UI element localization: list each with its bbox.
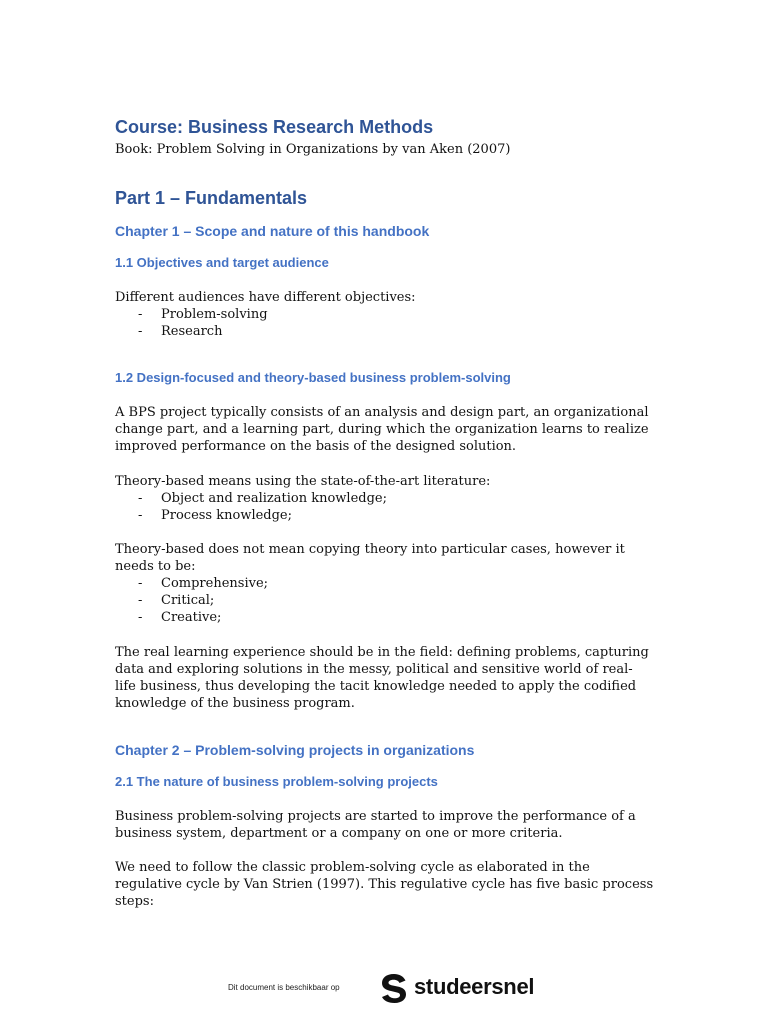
list-item-text: Research [161, 324, 223, 339]
paragraph-line: change part, and a learning part, during which the organization learns to realize [115, 422, 649, 437]
bullet-dash: - [138, 508, 143, 523]
section-1-1-title: 1.1 Objectives and target audience [115, 255, 329, 270]
paragraph-line: knowledge of the business program. [115, 696, 355, 711]
chapter-1-title: Chapter 1 – Scope and nature of this handbook [115, 223, 430, 239]
bullet-dash: - [138, 491, 143, 506]
studeersnel-brand[interactable]: studeersnel [414, 974, 535, 999]
paragraph-line: needs to be: [115, 559, 196, 574]
bullet-dash: - [138, 324, 143, 339]
paragraph-line: regulative cycle by Van Strien (1997). This regulative cycle has five basic process [115, 877, 654, 892]
list-item-text: Comprehensive; [161, 576, 269, 591]
paragraph-line: life business, thus developing the tacit knowledge needed to apply the codified [115, 679, 637, 694]
paragraph-line: We need to follow the classic problem-solving cycle as elaborated in the [115, 860, 590, 875]
footer-banner[interactable] [0, 970, 768, 1010]
list-item-text: Critical; [161, 593, 215, 608]
bullet-dash: - [138, 593, 143, 608]
list-item-text: Process knowledge; [161, 508, 293, 523]
bullet-dash: - [138, 610, 143, 625]
studeersnel-logo-icon[interactable] [378, 972, 410, 1004]
bullet-dash: - [138, 576, 143, 591]
paragraph-line: The real learning experience should be in the field: defining problems, capturing [115, 645, 649, 660]
paragraph-line: A BPS project typically consists of an analysis and design part, an organizational [115, 405, 649, 420]
list-item-text: Object and realization knowledge; [161, 491, 387, 506]
paragraph-line: Business problem-solving projects are started to improve the performance of a [115, 809, 636, 824]
list-item-text: Creative; [161, 610, 222, 625]
paragraph-line: improved performance on the basis of the designed solution. [115, 439, 517, 454]
chapter-2-title: Chapter 2 – Problem-solving projects in organizations [115, 742, 475, 758]
section-1-2-title: 1.2 Design-focused and theory-based business problem-solving [115, 370, 511, 385]
paragraph-line: data and exploring solutions in the messy, political and sensitive world of real- [115, 662, 633, 677]
book-line: Book: Problem Solving in Organizations by van Aken (2007) [115, 142, 511, 157]
paragraph-line: business system, department or a company on one or more criteria. [115, 826, 563, 841]
section-1-1-intro: Different audiences have different objectives: [115, 290, 416, 305]
paragraph-line: Theory-based does not mean copying theory into particular cases, however it [115, 542, 625, 557]
paragraph-line: Theory-based means using the state-of-the-art literature: [115, 474, 491, 489]
footer-text: Dit document is beschikbaar op [228, 983, 340, 992]
bullet-dash: - [138, 307, 143, 322]
section-2-1-title: 2.1 The nature of business problem-solving projects [115, 774, 438, 789]
course-title: Course: Business Research Methods [115, 117, 434, 137]
list-item-text: Problem-solving [161, 307, 268, 322]
paragraph-line: steps: [115, 894, 154, 909]
part-title: Part 1 – Fundamentals [115, 188, 308, 208]
